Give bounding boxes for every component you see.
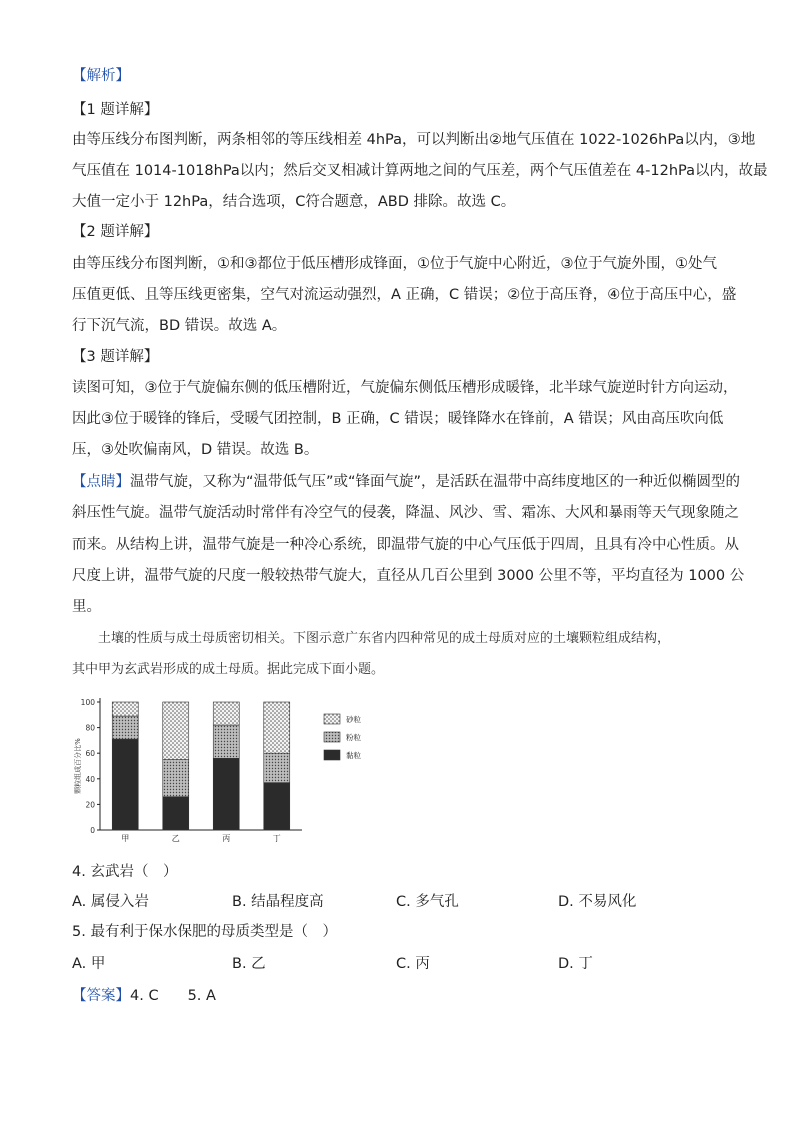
q2-line-2: 压值更低、且等压线更密集，空气对流运动强烈，A 正确，C 错误；②位于高压脊，④位于高压中心，盛 <box>72 287 737 303</box>
q4-stem: 4. 玄武岩（ ） <box>72 864 178 880</box>
legend-swatch <box>324 732 340 742</box>
q2-line-3: 行下沉气流，BD 错误。故选 A。 <box>72 318 287 334</box>
legend-label: 粉粒 <box>346 733 361 742</box>
analysis-header: 【解析】 <box>72 68 130 84</box>
q5-option-c[interactable]: C. 丙 <box>396 956 430 972</box>
answer-text: 4. C 5. A <box>130 988 216 1004</box>
bar-segment <box>264 783 290 830</box>
y-axis-label: 颗粒组成百分比% <box>74 738 82 794</box>
bar-segment <box>112 739 138 830</box>
soil-particle-chart <box>70 692 390 844</box>
q5-option-b[interactable]: B. 乙 <box>232 956 266 972</box>
bar-segment <box>163 702 189 760</box>
y-tick-label: 40 <box>85 774 95 784</box>
legend-swatch <box>324 750 340 760</box>
y-tick-label: 60 <box>85 749 95 759</box>
q2-header: 【2 题详解】 <box>72 224 159 240</box>
y-tick-label: 0 <box>90 826 95 835</box>
bar-segment <box>213 702 239 725</box>
bar-segment <box>112 702 138 716</box>
y-tick-label: 100 <box>80 698 95 707</box>
tip-line-2: 斜压性气旋。温带气旋活动时常伴有冷空气的侵袭，降温、风沙、雪、霜冻、大风和暴雨等天气现象随之 <box>72 505 739 521</box>
q4-option-a[interactable]: A. 属侵入岩 <box>72 894 149 910</box>
q3-line-1: 读图可知，③位于气旋偏东侧的低压槽附近，气旋偏东侧低压槽形成暖锋，北半球气旋逆时针方向运动， <box>72 380 738 396</box>
q3-line-3: 压，③处吹偏南风，D 错误。故选 B。 <box>72 442 319 458</box>
q5-option-a[interactable]: A. 甲 <box>72 956 106 972</box>
q4-option-b[interactable]: B. 结晶程度高 <box>232 894 324 910</box>
tip-line-1: 【点睛】温带气旋，又称为“温带低气压”或“锋面气旋”，是活跃在温带中高纬度地区的一种近似椭圆型的 <box>72 474 741 490</box>
bar-segment <box>112 716 138 739</box>
bar-segment <box>213 725 239 758</box>
q1-line-1: 由等压线分布图判断，两条相邻的等压线相差 4hPa，可以判断出②地气压值在 1022-1026hPa以内，③地 <box>72 132 756 148</box>
y-tick-label: 20 <box>85 800 95 810</box>
q5-option-d[interactable]: D. 丁 <box>558 956 593 972</box>
q1-line-3: 大值一定小于 12hPa，结合选项，C符合题意，ABD 排除。故选 C。 <box>72 194 516 210</box>
q4-option-c[interactable]: C. 多气孔 <box>396 894 459 910</box>
q1-line-2: 气压值在 1014-1018hPa以内；然后交叉相减计算两地之间的气压差，两个气压值差在 4-12hPa以内，故最 <box>72 163 768 179</box>
legend-label: 砂粒 <box>346 715 361 724</box>
q4-option-d[interactable]: D. 不易风化 <box>558 894 637 910</box>
intro-line-2: 其中甲为玄武岩形成的成土母质。据此完成下面小题。 <box>72 662 385 677</box>
x-tick-label: 乙 <box>171 834 180 843</box>
q1-header: 【1 题详解】 <box>72 102 159 118</box>
legend-swatch <box>324 714 340 724</box>
bar-segment <box>213 758 239 830</box>
bar-segment <box>163 760 189 797</box>
y-tick-label: 80 <box>85 723 95 733</box>
q2-line-1: 由等压线分布图判断，①和③都位于低压槽形成锋面，①位于气旋中心附近，③位于气旋外围，①处气 <box>72 256 717 272</box>
tip-line-4: 尺度上讲，温带气旋的尺度一般较热带气旋大，直径从几百公里到 3000 公里不等，平均直径为 1000 公 <box>72 568 745 584</box>
intro-line-1: 土壤的性质与成土母质密切相关。下图示意广东省内四种常见的成土母质对应的土壤颗粒组成结构， <box>72 631 671 646</box>
legend-label: 黏粒 <box>346 751 361 760</box>
q3-header: 【3 题详解】 <box>72 349 159 365</box>
bar-segment <box>264 753 290 782</box>
answer-line <box>72 984 216 1005</box>
tip-line-5: 里。 <box>72 599 101 615</box>
tip-line-3: 而来。从结构上讲，温带气旋是一种冷心系统，即温带气旋的中心气压低于四周，且具有冷中心性质。从 <box>72 537 739 553</box>
x-tick-label: 丙 <box>222 834 231 843</box>
bar-segment <box>163 797 189 830</box>
q3-line-2: 因此③位于暖锋的锋后，受暖气团控制，B 正确，C 错误；暖锋降水在锋前，A 错误；风由高压吹向低 <box>72 411 724 427</box>
x-tick-label: 甲 <box>121 834 130 843</box>
tip-header: 【点睛】 <box>72 474 130 490</box>
x-tick-label: 丁 <box>272 834 281 843</box>
answer-label: 【答案】 <box>72 988 130 1004</box>
q5-stem: 5. 最有利于保水保肥的母质类型是（ ） <box>72 924 337 940</box>
bar-segment <box>264 702 290 753</box>
